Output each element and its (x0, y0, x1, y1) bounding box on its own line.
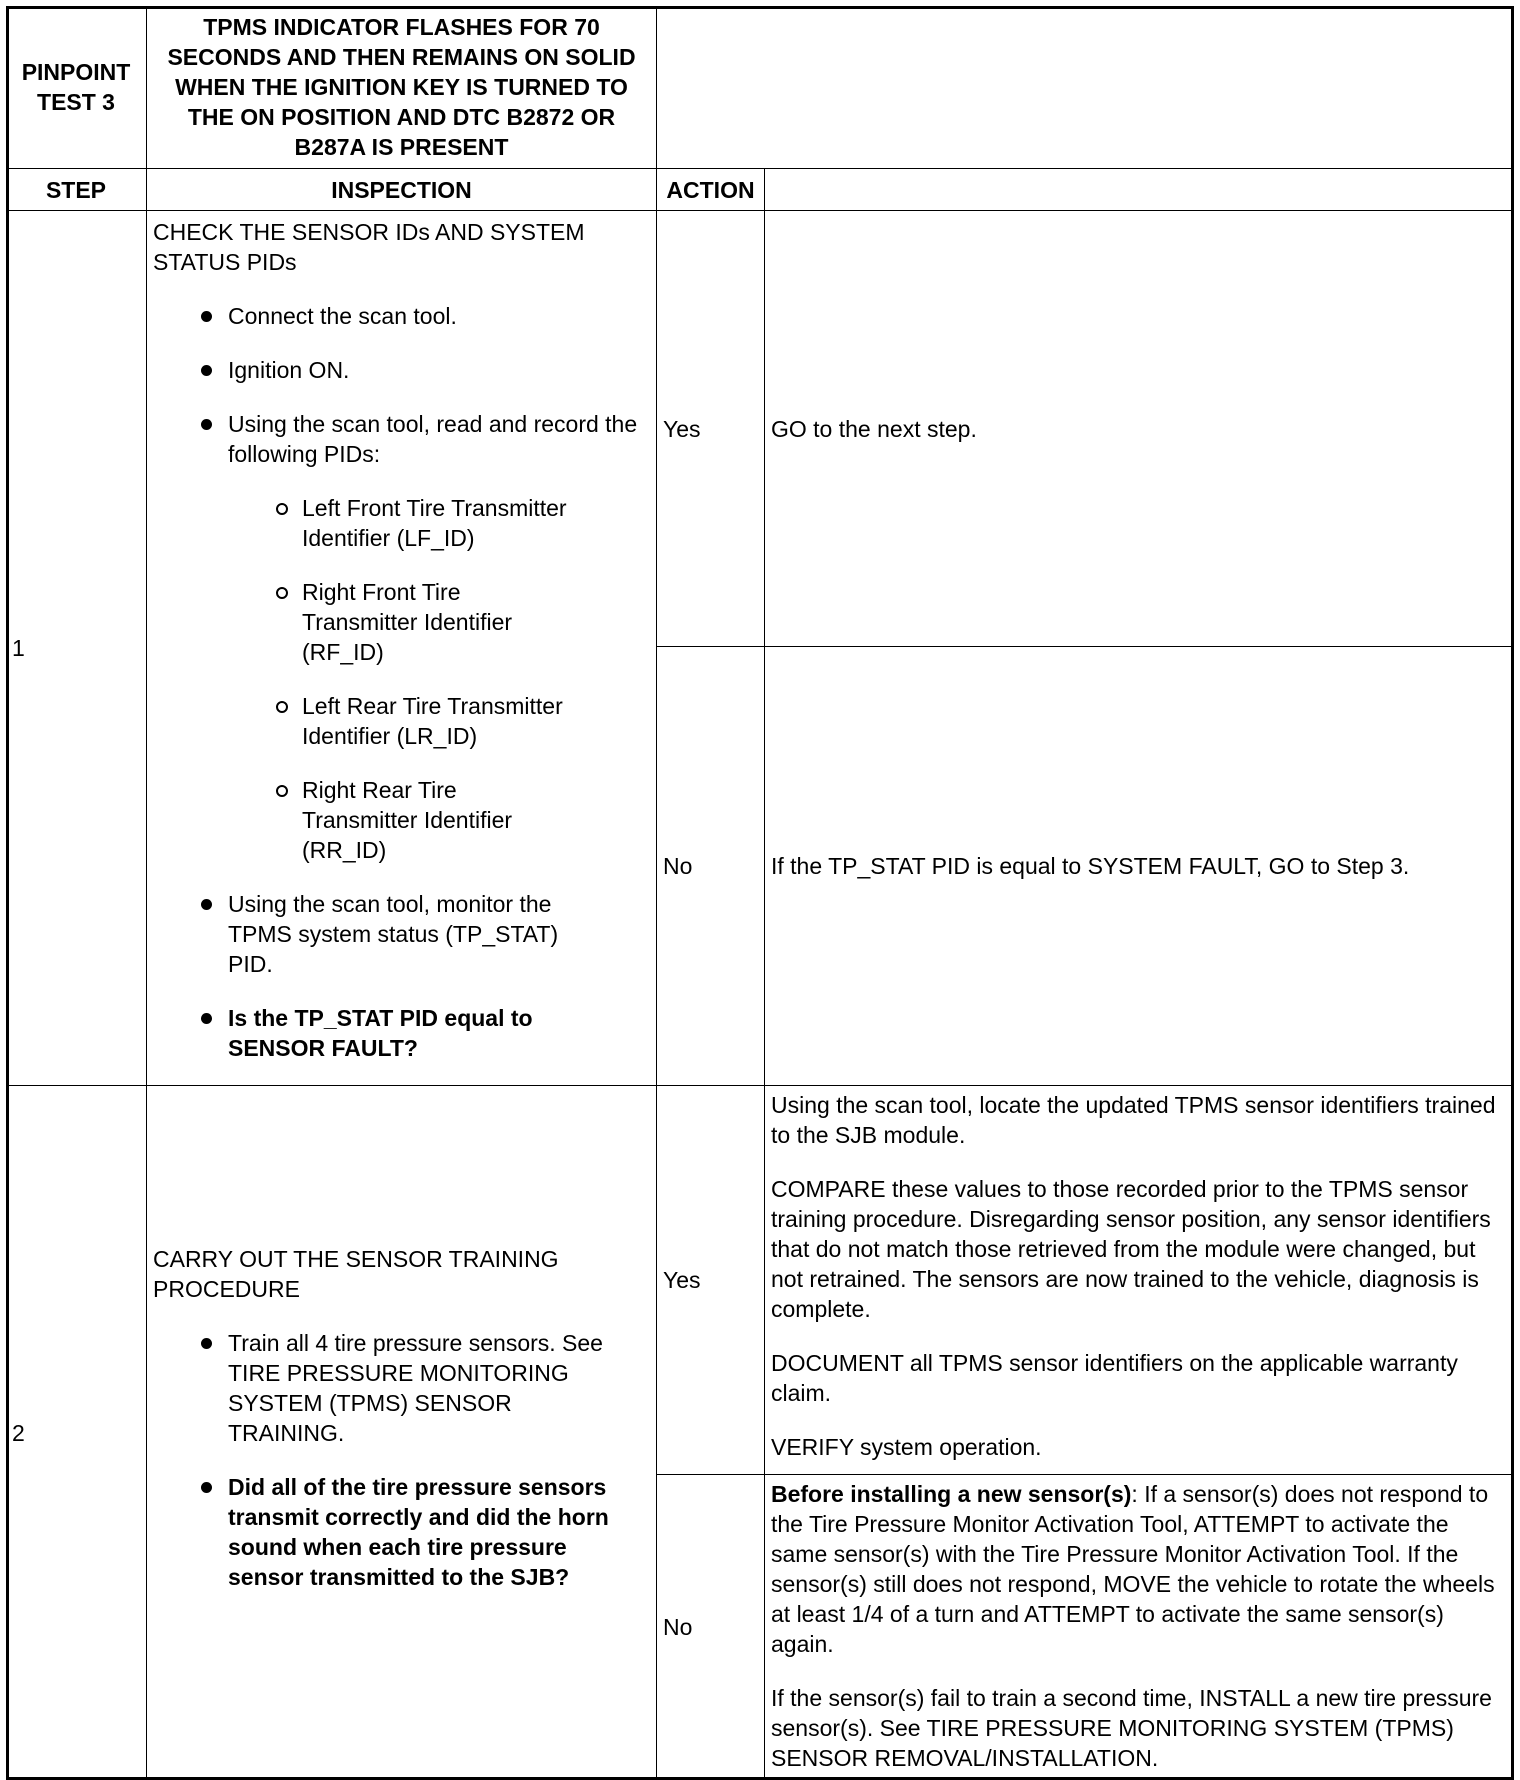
no-action: If the TP_STAT PID is equal to SYSTEM FAULT, GO to Step 3. (771, 853, 1410, 879)
step-number: 1 (12, 635, 25, 661)
list-item: Ignition ON. (153, 355, 650, 385)
list-item: Using the scan tool, monitor the TPMS system status (TP_STAT) PID. (153, 889, 650, 979)
column-header-empty (765, 169, 1514, 211)
action-paragraph: VERIFY system operation. (771, 1434, 1042, 1460)
action-column-header: ACTION (657, 169, 765, 211)
step-1-yes-label-cell (657, 211, 765, 647)
warning-lead: Before installing a new sensor(s) (771, 1481, 1132, 1507)
step-1-inspection-cell (147, 211, 657, 1086)
pid-list-item: Left Front Tire Transmitter Identifier (LF_ID) (153, 493, 650, 553)
list-item: Train all 4 tire pressure sensors. See TIRE PRESSURE MONITORING SYSTEM (TPMS) SENSOR TRAINING. (153, 1328, 650, 1448)
step-2-no-action-cell (765, 1475, 1514, 1780)
test-title-cell (147, 6, 657, 169)
step-2-number-cell (6, 1086, 147, 1780)
step-number: 2 (12, 1419, 25, 1446)
no-label: No (663, 1614, 693, 1640)
action-paragraph (771, 1479, 1511, 1659)
step-title: CARRY OUT THE SENSOR TRAINING PROCEDURE (153, 1246, 559, 1302)
action-paragraph: If the sensor(s) fail to train a second time, INSTALL a new tire pressure sensor(s). See TIRE PRESSURE MONITORING SYSTEM (TPMS) SENSOR REMOVAL/INSTALLATION. (771, 1685, 1492, 1771)
pinpoint-test-table (6, 6, 1514, 1780)
yes-label: Yes (663, 1267, 701, 1293)
step-2-yes-action-cell (765, 1086, 1514, 1475)
list-item: Connect the scan tool. (153, 301, 650, 331)
step-1-no-action-cell (765, 647, 1514, 1086)
pinpoint-label: PINPOINT TEST 3 (21, 59, 131, 115)
step-1-yes-action-cell (765, 211, 1514, 647)
step-1-number-cell (6, 211, 147, 1086)
step-question: Is the TP_STAT PID equal to SENSOR FAULT? (153, 1003, 650, 1063)
step-column-header: STEP (6, 169, 147, 211)
action-paragraph: DOCUMENT all TPMS sensor identifiers on the applicable warranty claim. (771, 1350, 1458, 1406)
action-paragraph: COMPARE these values to those recorded prior to the TPMS sensor training procedure. Disregarding sensor position, any sensor identifiers that do not match those retrieved from the module were changed, but not retrained. The sensors are now trained to the vehicle, diagnosis is complete. (771, 1176, 1491, 1322)
step-question: Did all of the tire pressure sensors transmit correctly and did the horn sound when each tire pressure sensor transmitted to the SJB? (153, 1472, 650, 1592)
pid-list-item: Left Rear Tire Transmitter Identifier (LR_ID) (153, 691, 650, 751)
pid-list-item: Right Rear Tire Transmitter Identifier (RR_ID) (153, 775, 650, 865)
list-item: Using the scan tool, read and record the following PIDs: (153, 409, 650, 469)
step-title: CHECK THE SENSOR IDs AND SYSTEM STATUS PIDs (153, 219, 585, 275)
pinpoint-label-cell (6, 6, 147, 169)
step-2-yes-label-cell (657, 1086, 765, 1475)
pid-list-item: Right Front Tire Transmitter Identifier (RF_ID) (153, 577, 650, 667)
header-empty-cell (657, 6, 1514, 169)
yes-label: Yes (663, 415, 701, 442)
yes-action: GO to the next step. (771, 415, 977, 442)
action-paragraph: Using the scan tool, locate the updated TPMS sensor identifiers trained to the SJB module. (771, 1092, 1496, 1148)
step-2-no-label-cell (657, 1475, 765, 1780)
step-1-no-label-cell (657, 647, 765, 1086)
step-2-inspection-cell (147, 1086, 657, 1780)
test-title: TPMS INDICATOR FLASHES FOR 70 SECONDS AND THEN REMAINS ON SOLID WHEN THE IGNITION KEY IS TURNED TO THE ON POSITION AND DTC B2872 OR B287A IS PRESENT (167, 14, 636, 160)
warning-text: : If a sensor(s) does not respond to the Tire Pressure Monitor Activation Tool, ATTEMPT to activate the same sensor(s) with the Tire Pressure Monitor Activation Tool. If the sensor(s) still does not respond, MOVE the vehicle to rotate the wheels at least 1/4 of a turn and ATTEMPT to activate the same sensor(s) again. (771, 1481, 1495, 1657)
inspection-column-header: INSPECTION (147, 169, 657, 211)
no-label: No (663, 853, 693, 879)
